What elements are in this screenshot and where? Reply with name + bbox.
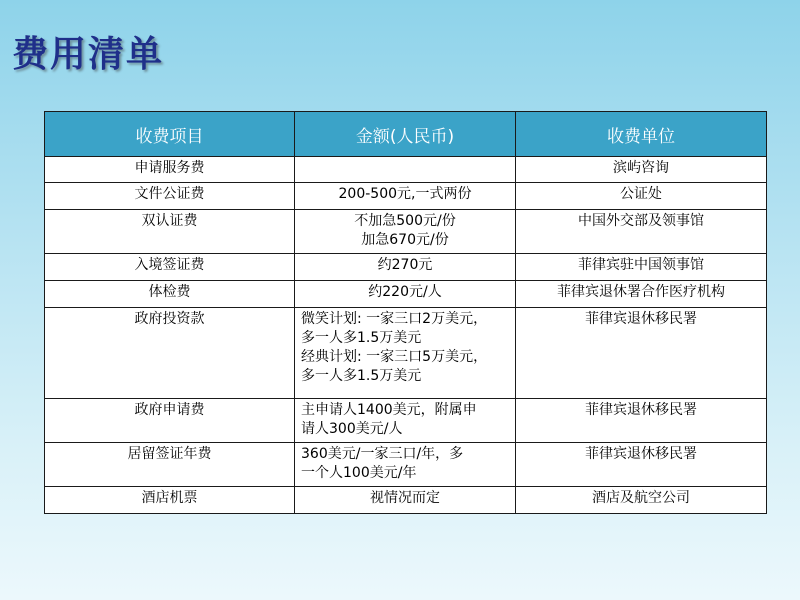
fee-unit-cell: 菲律宾退休移民署 — [516, 399, 767, 443]
fee-item-cell: 双认证费 — [45, 210, 295, 254]
fee-amount-cell — [295, 281, 516, 308]
column-header-amount: 金额(人民币) — [295, 112, 516, 157]
fee-unit-cell: 滨屿咨询 — [516, 157, 767, 183]
fee-unit-cell: 酒店及航空公司 — [516, 487, 767, 514]
fee-amount-line: 经典计划: 一家三口5万美元， — [301, 349, 488, 365]
fee-amount-line: 多一人多1.5万美元 — [301, 368, 422, 384]
fee-amount-line: 视情况而定 — [370, 490, 440, 506]
table-row — [45, 281, 767, 308]
table-header-row — [45, 112, 767, 157]
fee-amount-cell — [295, 308, 516, 399]
fee-unit-cell: 菲律宾驻中国领事馆 — [516, 254, 767, 281]
fee-item-cell: 政府申请费 — [45, 399, 295, 443]
fee-amount-line: 请人300美元/人 — [301, 421, 403, 437]
table-row — [45, 157, 767, 183]
fee-amount-line: 约220元/人 — [368, 284, 442, 300]
column-header-item: 收费项目 — [45, 112, 295, 157]
page-title: 费用清单 — [12, 34, 165, 75]
table-row — [45, 210, 767, 254]
fee-amount-line: 360美元/一家三口/年，多 — [301, 446, 464, 462]
fee-amount-line: 一个人100美元/年 — [301, 465, 417, 481]
table-row — [45, 487, 767, 514]
fee-amount-line: 多一人多1.5万美元 — [301, 330, 422, 346]
fee-item-cell: 文件公证费 — [45, 183, 295, 210]
fee-item-cell: 入境签证费 — [45, 254, 295, 281]
fee-unit-cell: 公证处 — [516, 183, 767, 210]
fee-unit-cell: 菲律宾退休署合作医疗机构 — [516, 281, 767, 308]
fee-amount-line: 200-500元,一式两份 — [338, 186, 472, 202]
fee-unit-cell: 中国外交部及领事馆 — [516, 210, 767, 254]
table-row — [45, 399, 767, 443]
fee-amount-cell — [295, 254, 516, 281]
fee-unit-cell: 菲律宾退休移民署 — [516, 443, 767, 487]
fee-table — [44, 111, 767, 514]
fee-item-cell: 酒店机票 — [45, 487, 295, 514]
fee-unit-cell: 菲律宾退休移民署 — [516, 308, 767, 399]
fee-amount-cell — [295, 443, 516, 487]
fee-amount-cell — [295, 399, 516, 443]
table-row — [45, 183, 767, 210]
fee-item-cell: 申请服务费 — [45, 157, 295, 183]
fee-amount-cell — [295, 487, 516, 514]
fee-amount-line: 约270元 — [377, 257, 433, 273]
fee-amount-line: 微笑计划: 一家三口2万美元， — [301, 311, 488, 327]
fee-amount-cell — [295, 183, 516, 210]
column-header-unit: 收费单位 — [516, 112, 767, 157]
fee-amount-line: 加急670元/份 — [361, 232, 449, 248]
fee-amount-cell — [295, 157, 516, 183]
fee-amount-cell — [295, 210, 516, 254]
table-row — [45, 443, 767, 487]
fee-item-cell: 政府投资款 — [45, 308, 295, 399]
fee-amount-line: 不加急500元/份 — [354, 213, 456, 229]
fee-item-cell: 居留签证年费 — [45, 443, 295, 487]
fee-amount-line: 主申请人1400美元，附属申 — [301, 402, 477, 418]
fee-item-cell: 体检费 — [45, 281, 295, 308]
table-row — [45, 308, 767, 399]
table-body — [45, 157, 767, 514]
table-row — [45, 254, 767, 281]
